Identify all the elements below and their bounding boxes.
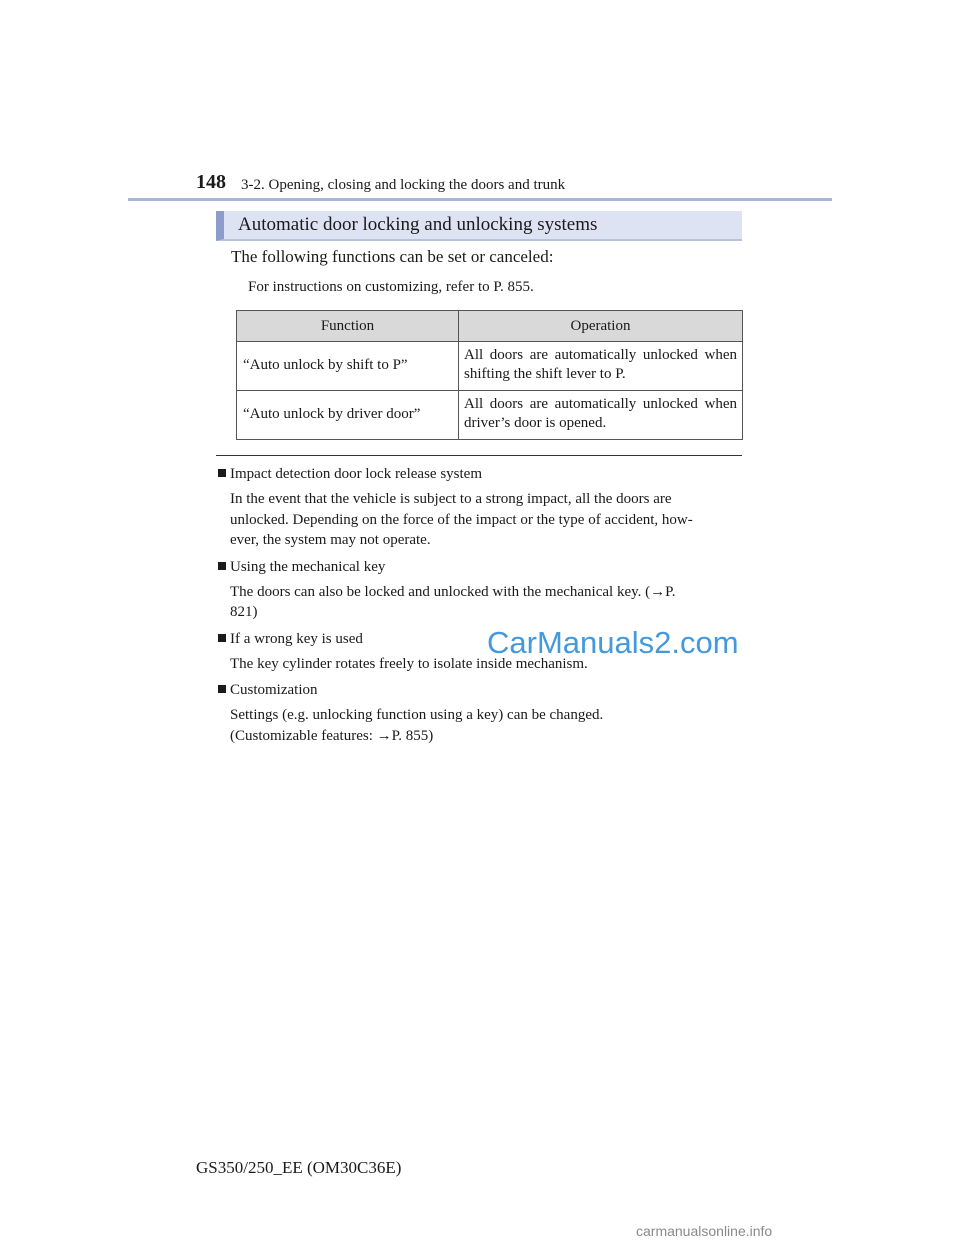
instructions-text: For instructions on customizing, refer to P. 855. (248, 279, 534, 295)
note-body (216, 489, 740, 551)
note-title (216, 557, 740, 577)
note-body (216, 705, 740, 746)
square-bullet-icon (218, 634, 226, 642)
note-title-text: If a wrong key is used (230, 630, 363, 647)
note-line: ever, the system may not operate. (230, 532, 431, 548)
section-heading: Automatic door locking and unlocking systems (238, 214, 598, 235)
table-cell-operation: All doors are automatically unlocked when driver’s door is opened. (459, 391, 743, 440)
note-line: (Customizable features: →P. 855) (230, 727, 434, 744)
note-title (216, 680, 740, 700)
note-title (216, 464, 740, 484)
note-line: 821) (230, 604, 258, 620)
table-cell-operation: All doors are automatically unlocked when shifting the shift lever to P. (459, 342, 743, 391)
note-line: unlocked. Depending on the force of the impact or the type of accident, how- (230, 511, 693, 528)
notes-section (216, 464, 740, 752)
note-line: In the event that the vehicle is subject to a strong impact, all the doors are (230, 491, 672, 507)
table-header-function: Function (237, 311, 459, 342)
header-divider (128, 198, 832, 201)
notes-divider (216, 455, 742, 456)
footer-site: carmanualsonline.info (636, 1223, 773, 1239)
table-cell-function: “Auto unlock by driver door” (237, 391, 459, 440)
table-header-operation: Operation (459, 311, 743, 342)
functions-table (236, 310, 743, 440)
table-row (237, 342, 743, 391)
table-cell-function: “Auto unlock by shift to P” (237, 342, 459, 391)
note-line: The key cylinder rotates freely to isolate inside mechanism. (230, 655, 588, 672)
section-heading-bar (216, 211, 742, 241)
square-bullet-icon (218, 469, 226, 477)
square-bullet-icon (218, 562, 226, 570)
note-body (216, 582, 740, 623)
section-title: 3-2. Opening, closing and locking the doors and trunk (241, 177, 566, 193)
watermark: CarManuals2.com (487, 625, 739, 660)
page-number: 148 (196, 171, 226, 193)
square-bullet-icon (218, 685, 226, 693)
note-title-text: Impact detection door lock release system (230, 466, 482, 482)
note-line: Settings (e.g. unlocking function using a key) can be changed. (230, 707, 604, 723)
table-header-row (237, 311, 743, 342)
note-title-text: Customization (230, 682, 318, 698)
table-row (237, 391, 743, 440)
note-line: The doors can also be locked and unlocked with the mechanical key. (→P. (230, 583, 676, 600)
note-title-text: Using the mechanical key (230, 558, 386, 575)
footer-model-code: GS350/250_EE (OM30C36E) (196, 1158, 402, 1177)
intro-text: The following functions can be set or canceled: (231, 247, 554, 266)
